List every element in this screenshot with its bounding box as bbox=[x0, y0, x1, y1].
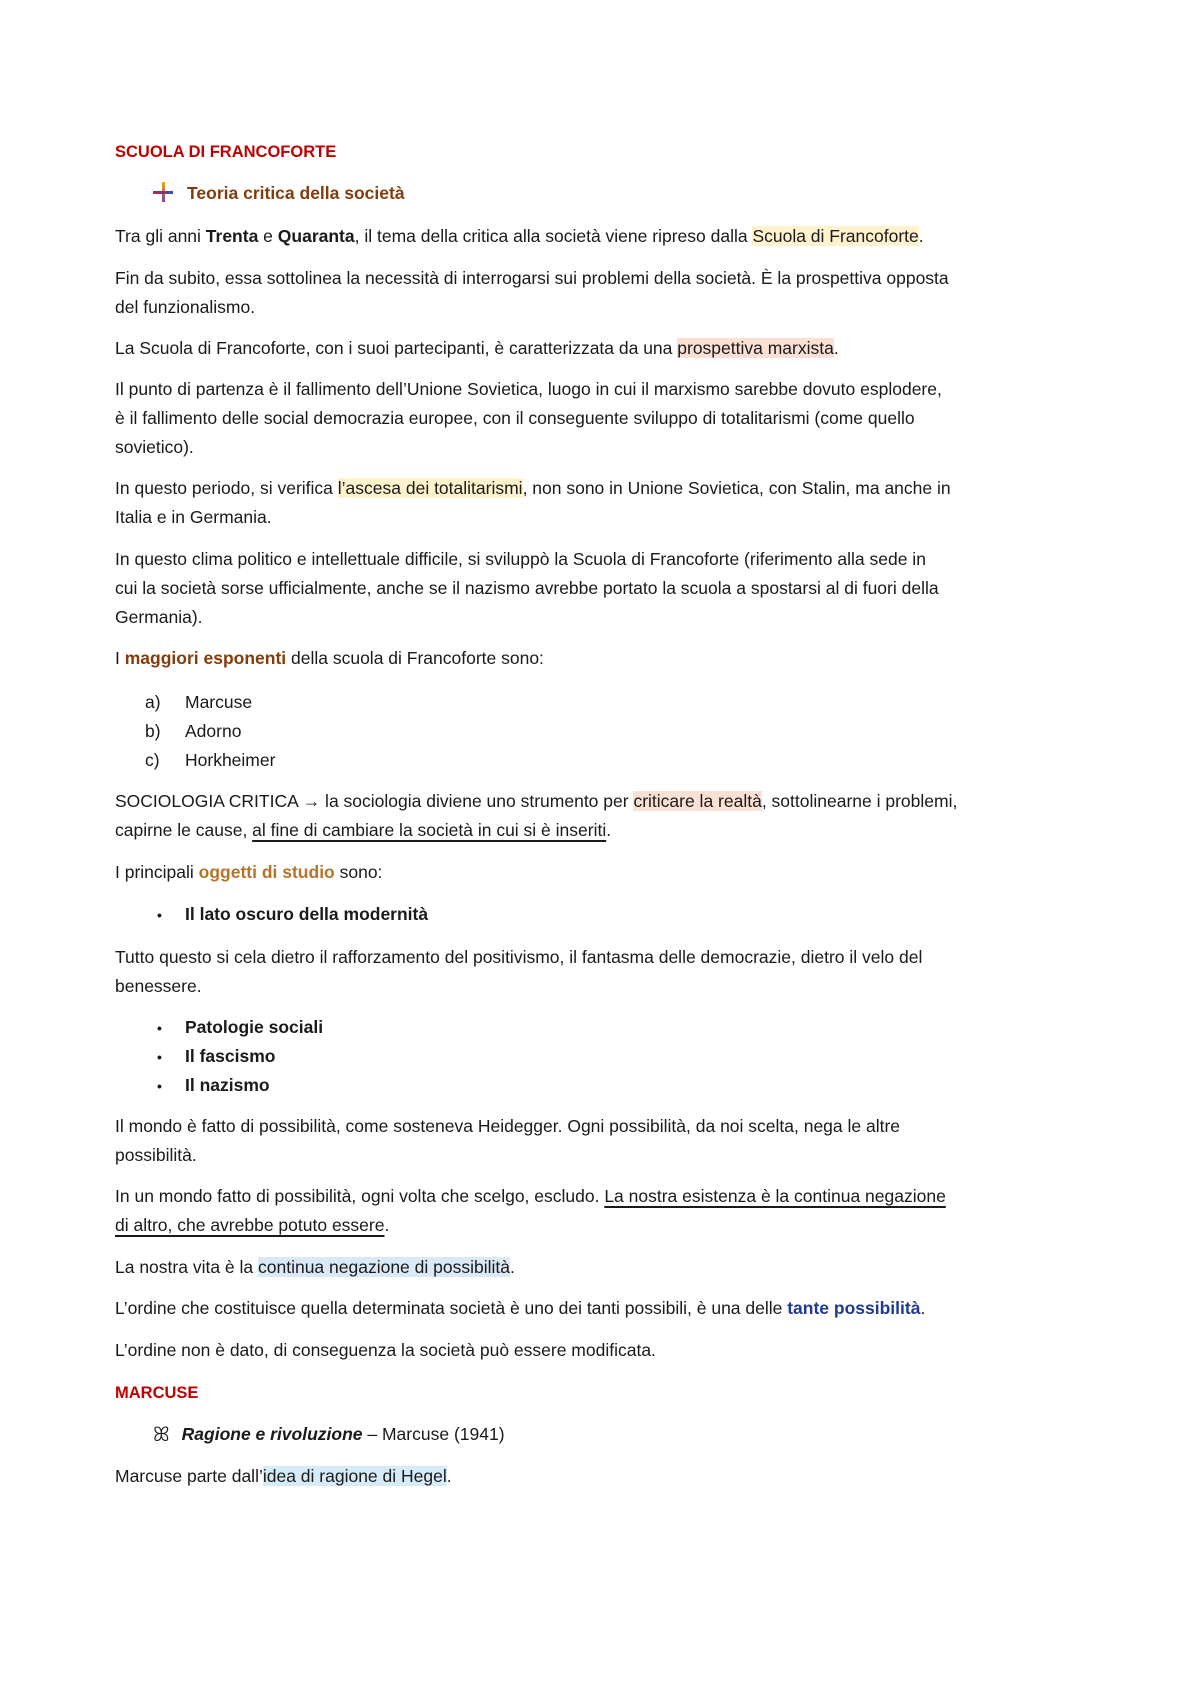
bullet-icon: • bbox=[157, 1078, 162, 1094]
paragraph-line: di altro, che avrebbe potuto essere. bbox=[115, 1215, 390, 1235]
underlined-text: La nostra esistenza è la continua negazione bbox=[604, 1186, 946, 1206]
paragraph: La nostra vita è la continua negazione di possibilità. bbox=[115, 1257, 515, 1277]
paragraph-line: capirne le cause, al fine di cambiare la società in cui si è inseriti. bbox=[115, 820, 612, 840]
paragraph-line: Italia e in Germania. bbox=[115, 507, 272, 527]
paragraph: SOCIOLOGIA CRITICA → la sociologia diviene uno strumento per criticare la realtà, sottolinearne i problemi, bbox=[115, 791, 958, 811]
paragraph: Fin da subito, essa sottolinea la necessità di interrogarsi sui problemi della società. È la prospettiva opposta bbox=[115, 268, 949, 288]
highlight: oggetti di studio bbox=[198, 862, 335, 882]
highlight: prospettiva marxista bbox=[677, 338, 834, 358]
subsection-heading: Teoria critica della società bbox=[115, 179, 405, 208]
highlight: idea di ragione di Hegel bbox=[262, 1466, 447, 1486]
paragraph: In questo clima politico e intellettuale difficile, si sviluppò la Scuola di Francoforte (riferimento alla sede in bbox=[115, 549, 926, 569]
highlight: criticare la realtà bbox=[633, 791, 762, 811]
highlight: tante possibilità bbox=[787, 1298, 921, 1318]
paragraph-line: cui la società sorse ufficialmente, anche se il nazismo avrebbe portato la scuola a spostarsi al di fuori della bbox=[115, 578, 939, 598]
butterfly-icon: ꕤ bbox=[153, 1424, 170, 1446]
bullet-icon: • bbox=[157, 907, 162, 923]
list-item: • Il lato oscuro della modernità bbox=[115, 900, 428, 930]
underlined-text: al fine di cambiare la società in cui si è inseriti bbox=[252, 820, 607, 840]
section-title: SCUOLA DI FRANCOFORTE bbox=[115, 143, 337, 161]
paragraph-line: sovietico). bbox=[115, 437, 194, 457]
highlight: maggiori esponenti bbox=[124, 648, 287, 668]
paragraph: La Scuola di Francoforte, con i suoi partecipanti, è caratterizzata da una prospettiva marxista. bbox=[115, 338, 839, 358]
paragraph: Il mondo è fatto di possibilità, come sosteneva Heidegger. Ogni possibilità, da noi scelta, nega le altre bbox=[115, 1116, 901, 1136]
paragraph: Il punto di partenza è il fallimento dell’Unione Sovietica, luogo in cui il marxismo sarebbe dovuto esplodere, bbox=[115, 379, 942, 399]
paragraph: L’ordine non è dato, di conseguenza la società può essere modificata. bbox=[115, 1340, 656, 1360]
bullet-icon: • bbox=[157, 1049, 162, 1065]
highlight: Scuola di Francoforte bbox=[752, 226, 919, 246]
paragraph-line: è il fallimento delle social democrazia europee, con il conseguente sviluppo di totalitarismi (come quello bbox=[115, 408, 915, 428]
list-item: c) Horkheimer bbox=[145, 750, 276, 770]
arrow-icon: → bbox=[302, 791, 321, 811]
paragraph: In questo periodo, si verifica l’ascesa dei totalitarismi, non sono in Unione Sovietica, con Stalin, ma anche in bbox=[115, 478, 951, 498]
section-title: MARCUSE bbox=[115, 1384, 199, 1402]
paragraph: L’ordine che costituisce quella determinata società è uno dei tanti possibili, è una delle tante possibilità. bbox=[115, 1298, 926, 1318]
paragraph-line: benessere. bbox=[115, 976, 202, 996]
paragraph: Marcuse parte dall’idea di ragione di Hegel. bbox=[115, 1466, 452, 1486]
underlined-text: di altro, che avrebbe potuto essere bbox=[115, 1215, 385, 1235]
list-item: b) Adorno bbox=[145, 721, 242, 741]
paragraph-line: possibilità. bbox=[115, 1145, 197, 1165]
list-item: • Patologie sociali bbox=[115, 1013, 323, 1043]
paragraph: Tra gli anni Trenta e Quaranta, il tema della critica alla società viene ripreso dalla Scuola di Francoforte. bbox=[115, 226, 924, 246]
highlight: continua negazione di possibilità bbox=[258, 1257, 510, 1277]
paragraph: Tutto questo si cela dietro il rafforzamento del positivismo, il fantasma delle democrazie, dietro il velo del bbox=[115, 947, 923, 967]
list-item: a) Marcuse bbox=[145, 692, 253, 712]
four-point-star-icon bbox=[153, 182, 173, 202]
paragraph: I principali oggetti di studio sono: bbox=[115, 862, 383, 882]
bullet-icon: • bbox=[157, 1020, 162, 1036]
subsection-heading: ꕤ Ragione e rivoluzione – Marcuse (1941) bbox=[115, 1420, 505, 1450]
paragraph-line: Germania). bbox=[115, 607, 203, 627]
list-item: • Il fascismo bbox=[115, 1042, 275, 1072]
paragraph: I maggiori esponenti della scuola di Francoforte sono: bbox=[115, 648, 544, 668]
list-item: • Il nazismo bbox=[115, 1071, 270, 1101]
paragraph: In un mondo fatto di possibilità, ogni volta che scelgo, escludo. La nostra esistenza è la continua negazione bbox=[115, 1186, 946, 1206]
paragraph-line: del funzionalismo. bbox=[115, 297, 256, 317]
highlight: l’ascesa dei totalitarismi bbox=[337, 478, 523, 498]
